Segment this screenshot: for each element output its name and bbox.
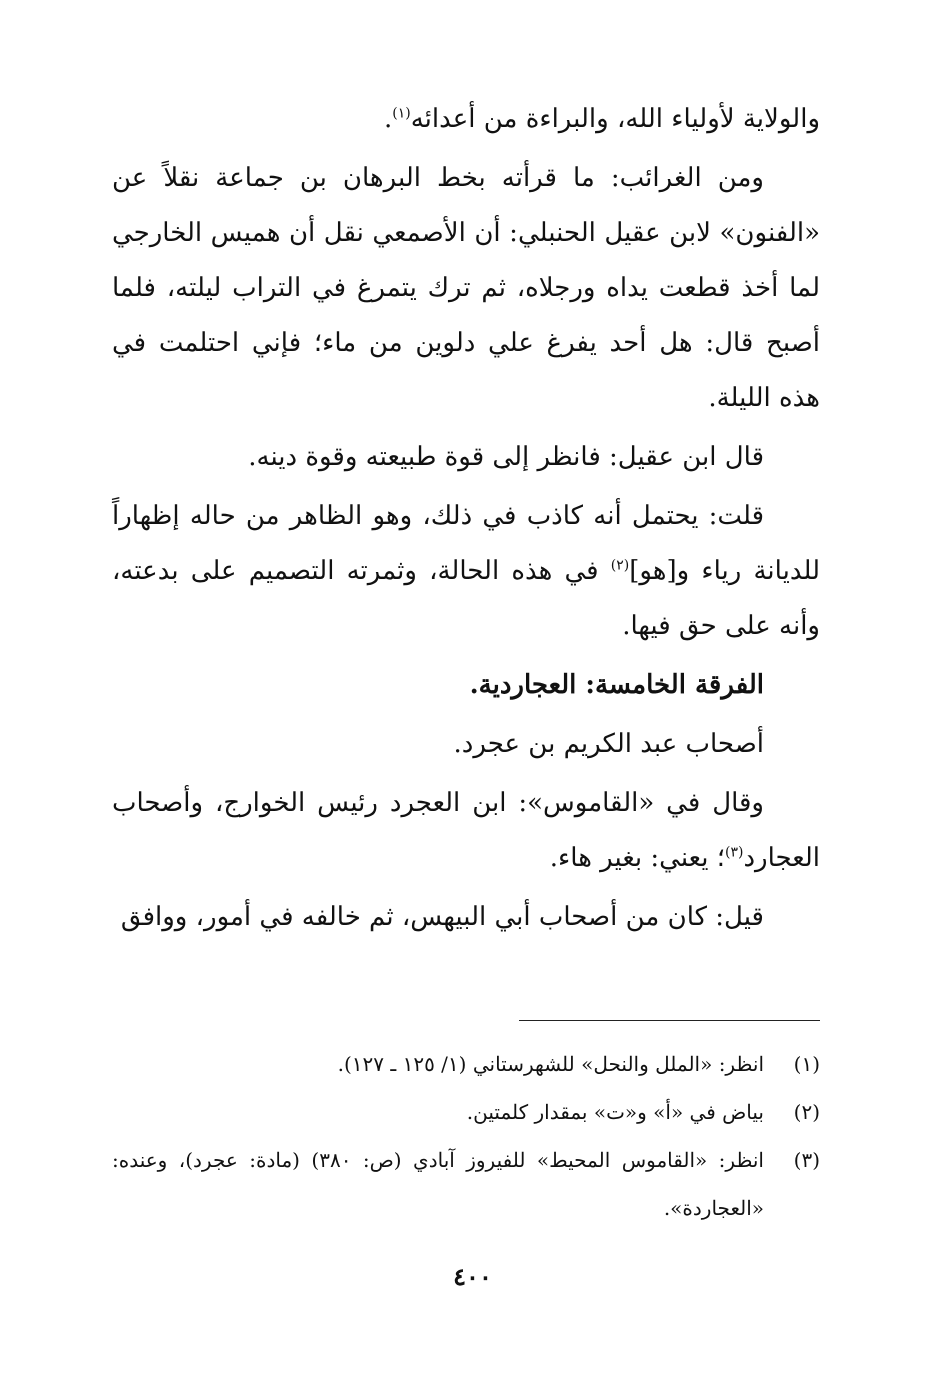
paragraph-text: والولاية لأولياء الله، والبراءة من أعدائه bbox=[410, 104, 820, 134]
paragraph-6 bbox=[112, 776, 820, 886]
main-text bbox=[112, 92, 820, 949]
paragraph-text: في هذه الحالة، وثمرته التصميم على بدعته، وأنه على حق فيها. bbox=[112, 556, 820, 641]
footnotes bbox=[112, 1040, 820, 1232]
footnote-2 bbox=[112, 1088, 820, 1136]
section-heading: الفرقة الخامسة: العجاردية. bbox=[469, 670, 764, 700]
paragraph-7: قيل: كان من أصحاب أبي البيهس، ثم خالفه في أمور، ووافق bbox=[120, 902, 764, 932]
footnote-1 bbox=[112, 1040, 820, 1088]
footnote-number: (٣) bbox=[793, 1148, 820, 1172]
paragraph-2: ومن الغرائب: ما قرأته بخط البرهان بن جماعة نقلاً عن «الفنون» لابن عقيل الحنبلي: أن الأصمعي نقل أن هميس الخارجي لما أخذ قطعت يداه ورجلاه، ثم ترك يتمرغ في التراب ليلته، فلما أصبح قال: هل أحد يفرغ علي دلوين من ماء؛ فإني احتلمت في هذه الليلة. bbox=[112, 163, 820, 413]
footnote-ref-3: (٣) bbox=[725, 844, 744, 861]
paragraph-5: أصحاب عبد الكريم بن عجرد. bbox=[453, 729, 764, 759]
paragraph-text: قلت: يحتمل أنه كاذب في ذلك، وهو الظاهر من حاله إظهاراً للديانة رياء و[هو] bbox=[112, 501, 820, 586]
footnote-3 bbox=[112, 1136, 820, 1232]
paragraph-text: ؛ يعني: بغير هاء. bbox=[549, 843, 725, 873]
paragraph-4 bbox=[112, 489, 820, 654]
paragraph-end: . bbox=[383, 104, 393, 134]
footnote-number: (٢) bbox=[793, 1100, 820, 1124]
footnote-text: بياض في «أ» و«ت» بمقدار كلمتين. bbox=[466, 1100, 764, 1124]
page-number: ٤٠٠ bbox=[453, 1262, 492, 1291]
paragraph-1 bbox=[112, 92, 820, 147]
paragraph-3: قال ابن عقيل: فانظر إلى قوة طبيعته وقوة دينه. bbox=[248, 442, 764, 472]
footnote-ref-2: (٢) bbox=[610, 557, 630, 574]
footnote-separator bbox=[519, 1020, 820, 1021]
paragraph-text: وقال في «القاموس»: ابن العجرد رئيس الخوارج، وأصحاب العجارد bbox=[112, 788, 820, 873]
footnote-ref-1: (١) bbox=[392, 105, 411, 122]
footnote-number: (١) bbox=[793, 1052, 820, 1076]
footnote-text: انظر: «القاموس المحيط» للفيروز آبادي (ص: ٣٨٠) (مادة: عجرد)، وعنده: «العجاردة». bbox=[112, 1148, 764, 1220]
footnote-text: انظر: «الملل والنحل» للشهرستاني (١/ ١٢٥ ـ ١٢٧). bbox=[337, 1052, 764, 1076]
